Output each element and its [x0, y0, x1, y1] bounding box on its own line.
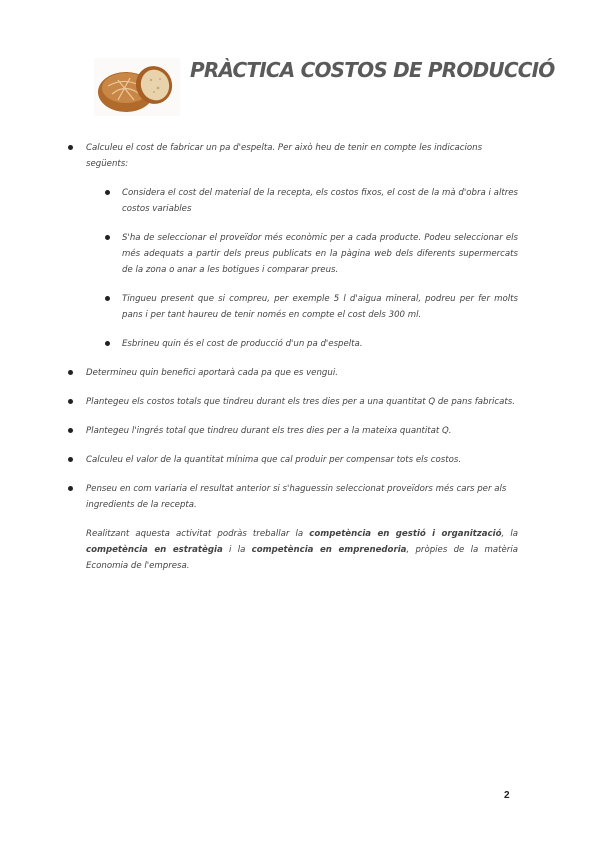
- sub-list-item: S'ha de seleccionar el proveïdor més econòmic per a cada producte. Podeu seleccionar els més adequats a partir dels preus publicats en la pàgina web dels diferents supermercats de la zona o anar a les botigues i comparar preus.: [86, 230, 518, 278]
- page-header: [94, 58, 555, 118]
- sub-list-item: Esbrineu quin és el cost de producció d'un pa d'espelta.: [86, 336, 518, 352]
- competence-management: competència en gestió i organització: [309, 529, 502, 539]
- main-bullet-list: [66, 140, 518, 513]
- competence-entrepreneurship: competència en emprenedoria: [251, 545, 407, 555]
- page-number: 2: [504, 790, 510, 801]
- closing-text: i la: [222, 545, 252, 555]
- list-item: Plantegeu els costos totals que tindreu durant els tres dies per a una quantitat Q de pans fabricats.: [66, 394, 518, 410]
- list-item: Determineu quin benefici aportarà cada pa que es vengui.: [66, 365, 518, 381]
- list-item: [66, 140, 518, 352]
- closing-paragraph: [66, 526, 518, 574]
- list-item: Calculeu el valor de la quantitat mínima que cal produir per compensar tots els costos.: [66, 452, 518, 468]
- list-item-text: Calculeu el cost de fabricar un pa d'espelta. Per això heu de tenir en compte les indicacions següents:: [86, 143, 483, 169]
- closing-text: Realitzant aquesta activitat podràs treballar la: [86, 529, 310, 539]
- sub-list-item: Tingueu present que si compreu, per exemple 5 l d'aigua mineral, podreu per fer molts pans i per tant haureu de tenir només en compte el cost dels 300 ml.: [86, 291, 518, 323]
- instructions-content: [66, 140, 518, 583]
- page-title: PRÀCTICA COSTOS DE PRODUCCIÓ: [190, 58, 555, 82]
- sub-list-item: Considera el cost del material de la recepta, els costos fixos, el cost de la mà d'obra i altres costos variables: [86, 185, 518, 217]
- list-item: Penseu en com variaria el resultat anterior si s'haguessin seleccionat proveïdors més cars per als ingredients de la recepta.: [66, 481, 518, 513]
- sub-bullet-list: [86, 185, 518, 352]
- competence-strategy: competència en estratègia: [86, 545, 223, 555]
- closing-text: , la: [501, 529, 518, 539]
- closing-text: , pròpies de la matèria Economia de l'empresa.: [86, 545, 518, 571]
- list-item: Plantegeu l'ingrés total que tindreu durant els tres dies per a la mateixa quantitat Q.: [66, 423, 518, 439]
- bread-loaf-icon: [94, 58, 180, 116]
